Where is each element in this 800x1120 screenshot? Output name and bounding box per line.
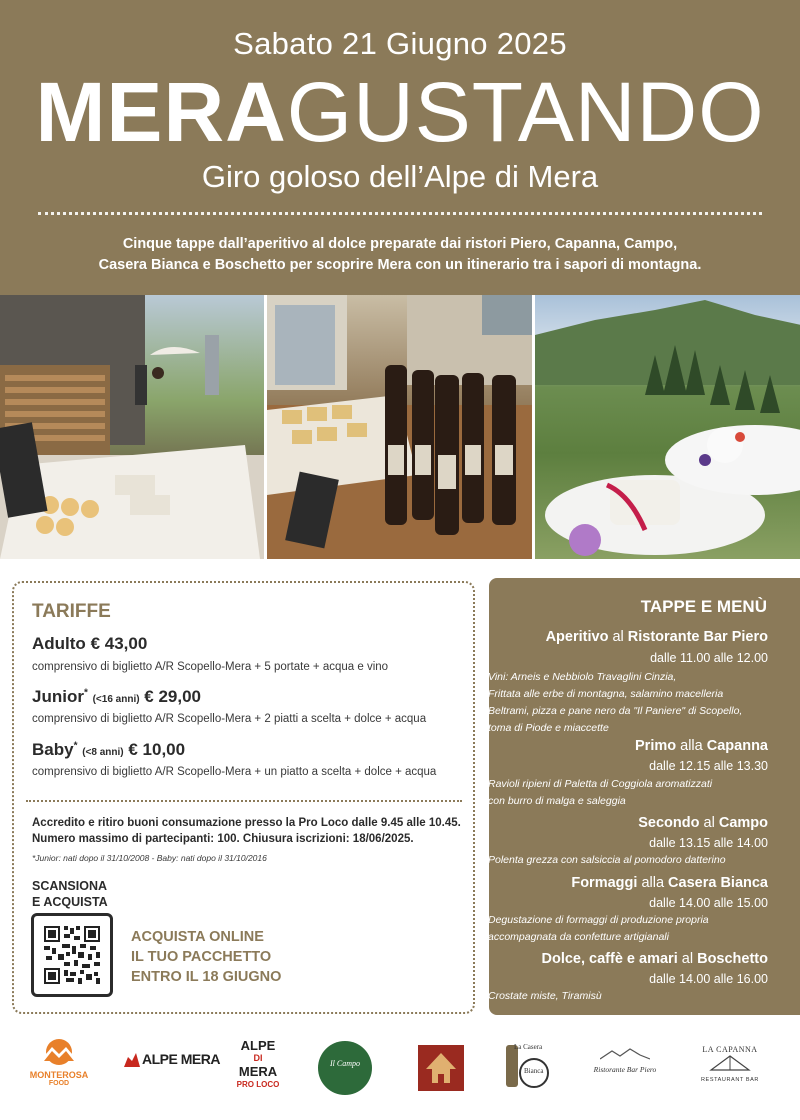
acquista-online-text: [131, 927, 281, 987]
acquista-line-1: ACQUISTA ONLINE: [131, 929, 264, 945]
accredito-text: [32, 815, 462, 847]
stage-1-time: dalle 11.00 alle 12.00: [650, 651, 768, 665]
stage-1-title: [546, 629, 768, 645]
event-date: Sabato 21 Giugno 2025: [233, 26, 567, 61]
capanna-hut-icon: [705, 1054, 755, 1072]
intro-text: [40, 234, 760, 276]
stage-5-time: dalle 14.00 alle 16.00: [649, 972, 768, 986]
logo-capanna-line1: LA CAPANNA: [702, 1045, 758, 1054]
logo-casera-bianca-line2: Bianca: [524, 1067, 544, 1075]
price-adulto-name: Adulto: [32, 634, 86, 653]
stage-4-desc: [488, 912, 768, 946]
photo-market-stall: [0, 295, 264, 559]
logo-alpe-di-mera-line3: MERA: [238, 1064, 278, 1079]
stage-3-time: dalle 13.15 alle 14.00: [649, 836, 768, 850]
stage-2-time: dalle 12.15 alle 13.30: [649, 759, 768, 773]
price-adulto: [32, 634, 147, 654]
stage-1-desc-line: toma di Piode e miaccette: [488, 722, 609, 734]
stage-5-place: Boschetto: [697, 951, 768, 967]
stage-5-title: [542, 951, 768, 967]
scan-line-1: SCANSIONA: [32, 879, 108, 893]
logo-il-campo: [318, 1041, 372, 1095]
stage-1-desc: [488, 669, 768, 737]
photo-strip: [0, 295, 800, 559]
alpe-mera-ibex-icon: [122, 1049, 142, 1069]
stage-4-title: [571, 875, 768, 891]
event-title: [0, 62, 800, 162]
price-baby-age: (<8 anni): [82, 747, 124, 758]
qr-code[interactable]: [31, 913, 113, 997]
scan-label: [32, 878, 108, 910]
price-junior-star: *: [83, 687, 88, 699]
stage-1-desc-line: Vini: Arneis e Nebbiolo Travaglini Cinzia,: [488, 671, 677, 683]
logo-alpe-di-mera-line2: DI: [253, 1053, 263, 1063]
price-adulto-value: € 43,00: [90, 634, 148, 653]
logo-il-campo-text: Il Campo: [330, 1059, 360, 1068]
bar-piero-mountain-icon: [600, 1048, 650, 1060]
sponsor-logos: [0, 1033, 800, 1103]
price-junior-desc: comprensivo di biglietto A/R Scopello-Mera + 2 piatti a scelta + dolce + acqua: [32, 713, 427, 725]
mountain-dessert-illustration: [535, 295, 800, 559]
logo-la-capanna: [690, 1045, 770, 1083]
price-baby-name: Baby: [32, 740, 74, 759]
logo-boschetto: [418, 1045, 464, 1091]
boschetto-house-icon: [418, 1045, 464, 1091]
wine-cheese-illustration: [267, 295, 531, 559]
stage-1-place: Ristorante Bar Piero: [627, 629, 768, 645]
price-baby: [32, 740, 185, 760]
logo-casera-bianca-line1: La Casera: [514, 1043, 543, 1051]
tappe-heading: TAPPE E MENÙ: [640, 597, 767, 616]
stage-3-desc: [488, 852, 768, 869]
stage-2-title: [635, 738, 768, 754]
price-adulto-desc: comprensivo di biglietto A/R Scopello-Mera + 5 portate + acqua e vino: [32, 661, 389, 673]
stage-4-desc-line: accompagnata da confetture artigianali: [488, 931, 669, 943]
stage-5-desc-line: Crostate miste, Tiramisù: [488, 990, 602, 1002]
market-stall-illustration: [0, 295, 264, 559]
stage-1-desc-line: Frittata alle erbe di montagna, salamino macelleria: [488, 688, 724, 700]
stage-2-course: Primo: [635, 738, 677, 754]
accredito-line-2: Numero massimo di partecipanti: 100. Chiusura iscrizioni: 18/06/2025.: [32, 833, 414, 845]
stage-3-course: Secondo: [638, 815, 700, 831]
intro-line-1: Cinque tappe dall’aperitivo al dolce preparate dai ristori Piero, Capanna, Campo,: [122, 236, 678, 252]
header-divider: [38, 212, 762, 215]
stage-5-course: Dolce, caffè e amari: [541, 951, 678, 967]
title-bold: MERA: [35, 65, 287, 159]
stage-2-desc-line: con burro di malga e saleggia: [488, 795, 626, 807]
stage-3-place: Campo: [718, 815, 768, 831]
price-junior-name: Junior: [32, 687, 84, 706]
logo-alpe-di-mera-line1: ALPE: [240, 1038, 276, 1053]
logo-pro-loco-text: PRO LOCO: [236, 1080, 280, 1089]
price-baby-desc: comprensivo di biglietto A/R Scopello-Mera + un piatto a scelta + dolce + acqua: [32, 766, 437, 778]
header-banner: [0, 0, 800, 295]
stage-4-prep: alla: [641, 875, 665, 891]
logo-monterosa-sub: FOOD: [48, 1080, 70, 1087]
tariffe-heading: TARIFFE: [32, 601, 111, 622]
price-junior-value: € 29,00: [144, 687, 202, 706]
logo-monterosa-text: MONTEROSA: [29, 1070, 89, 1080]
stage-1-course: Aperitivo: [545, 629, 609, 645]
stage-4-place: Casera Bianca: [668, 875, 768, 891]
logo-capanna-line2: RESTAURANT BAR: [700, 1077, 759, 1083]
stage-3-title: [638, 815, 768, 831]
stage-2-desc: [488, 776, 768, 810]
stage-2-prep: alla: [680, 738, 703, 754]
price-junior-age: (<16 anni): [92, 694, 140, 705]
logo-bar-piero-text: Ristorante Bar Piero: [593, 1065, 657, 1074]
photo-wine-cheese: [267, 295, 531, 559]
stage-1-prep: al: [612, 629, 624, 645]
stage-3-prep: al: [703, 815, 715, 831]
event-subtitle: Giro goloso dell’Alpe di Mera: [201, 159, 599, 194]
age-note: *Junior: nati dopo il 31/10/2008 - Baby: nati dopo il 31/10/2016: [32, 853, 267, 863]
stage-4-time: dalle 14.00 alle 15.00: [649, 896, 768, 910]
stage-1-desc-line: Beltrami, pizza e pane nero da "Il Paniere" di Scopello,: [488, 705, 743, 717]
tariffe-divider: [26, 800, 462, 802]
photo-mountain-dessert: [535, 295, 800, 559]
stage-5-desc: [488, 988, 768, 1005]
monterosa-mountain-icon: [34, 1039, 84, 1065]
qr-code-graphic: [44, 926, 100, 984]
acquista-line-3: ENTRO IL 18 GIUGNO: [131, 969, 282, 985]
scan-line-2: E ACQUISTA: [32, 895, 108, 909]
stage-4-course: Formaggi: [571, 875, 638, 891]
price-baby-value: € 10,00: [128, 740, 186, 759]
accredito-line-1: Accredito e ritiro buoni consumazione presso la Pro Loco dalle 9.45 alle 10.45.: [32, 817, 461, 829]
logo-monterosa-food: [26, 1039, 92, 1088]
acquista-line-2: IL TUO PACCHETTO: [131, 949, 272, 965]
stage-2-place: Capanna: [706, 738, 768, 754]
price-junior: [32, 687, 201, 707]
stage-2-desc-line: Ravioli ripieni di Paletta di Coggiola aromatizzati: [488, 778, 713, 790]
intro-line-2: Casera Bianca e Boschetto per scoprire Mera con un itinerario tra i sapori di montagna.: [98, 257, 702, 273]
price-baby-star: *: [73, 740, 78, 752]
stage-3-desc-line: Polenta grezza con salsiccia al pomodoro datterino: [488, 854, 726, 866]
stage-5-prep: al: [681, 951, 694, 967]
logo-alpe-mera-text: ALPE MERA: [142, 1051, 220, 1067]
title-light: GUSTANDO: [286, 65, 765, 159]
logo-casera-bianca: [498, 1039, 554, 1095]
logo-bar-piero: [582, 1047, 668, 1074]
stage-4-desc-line: Degustazione di formaggi di produzione propria: [488, 914, 709, 926]
logo-alpe-di-mera-pro-loco: [230, 1039, 286, 1091]
